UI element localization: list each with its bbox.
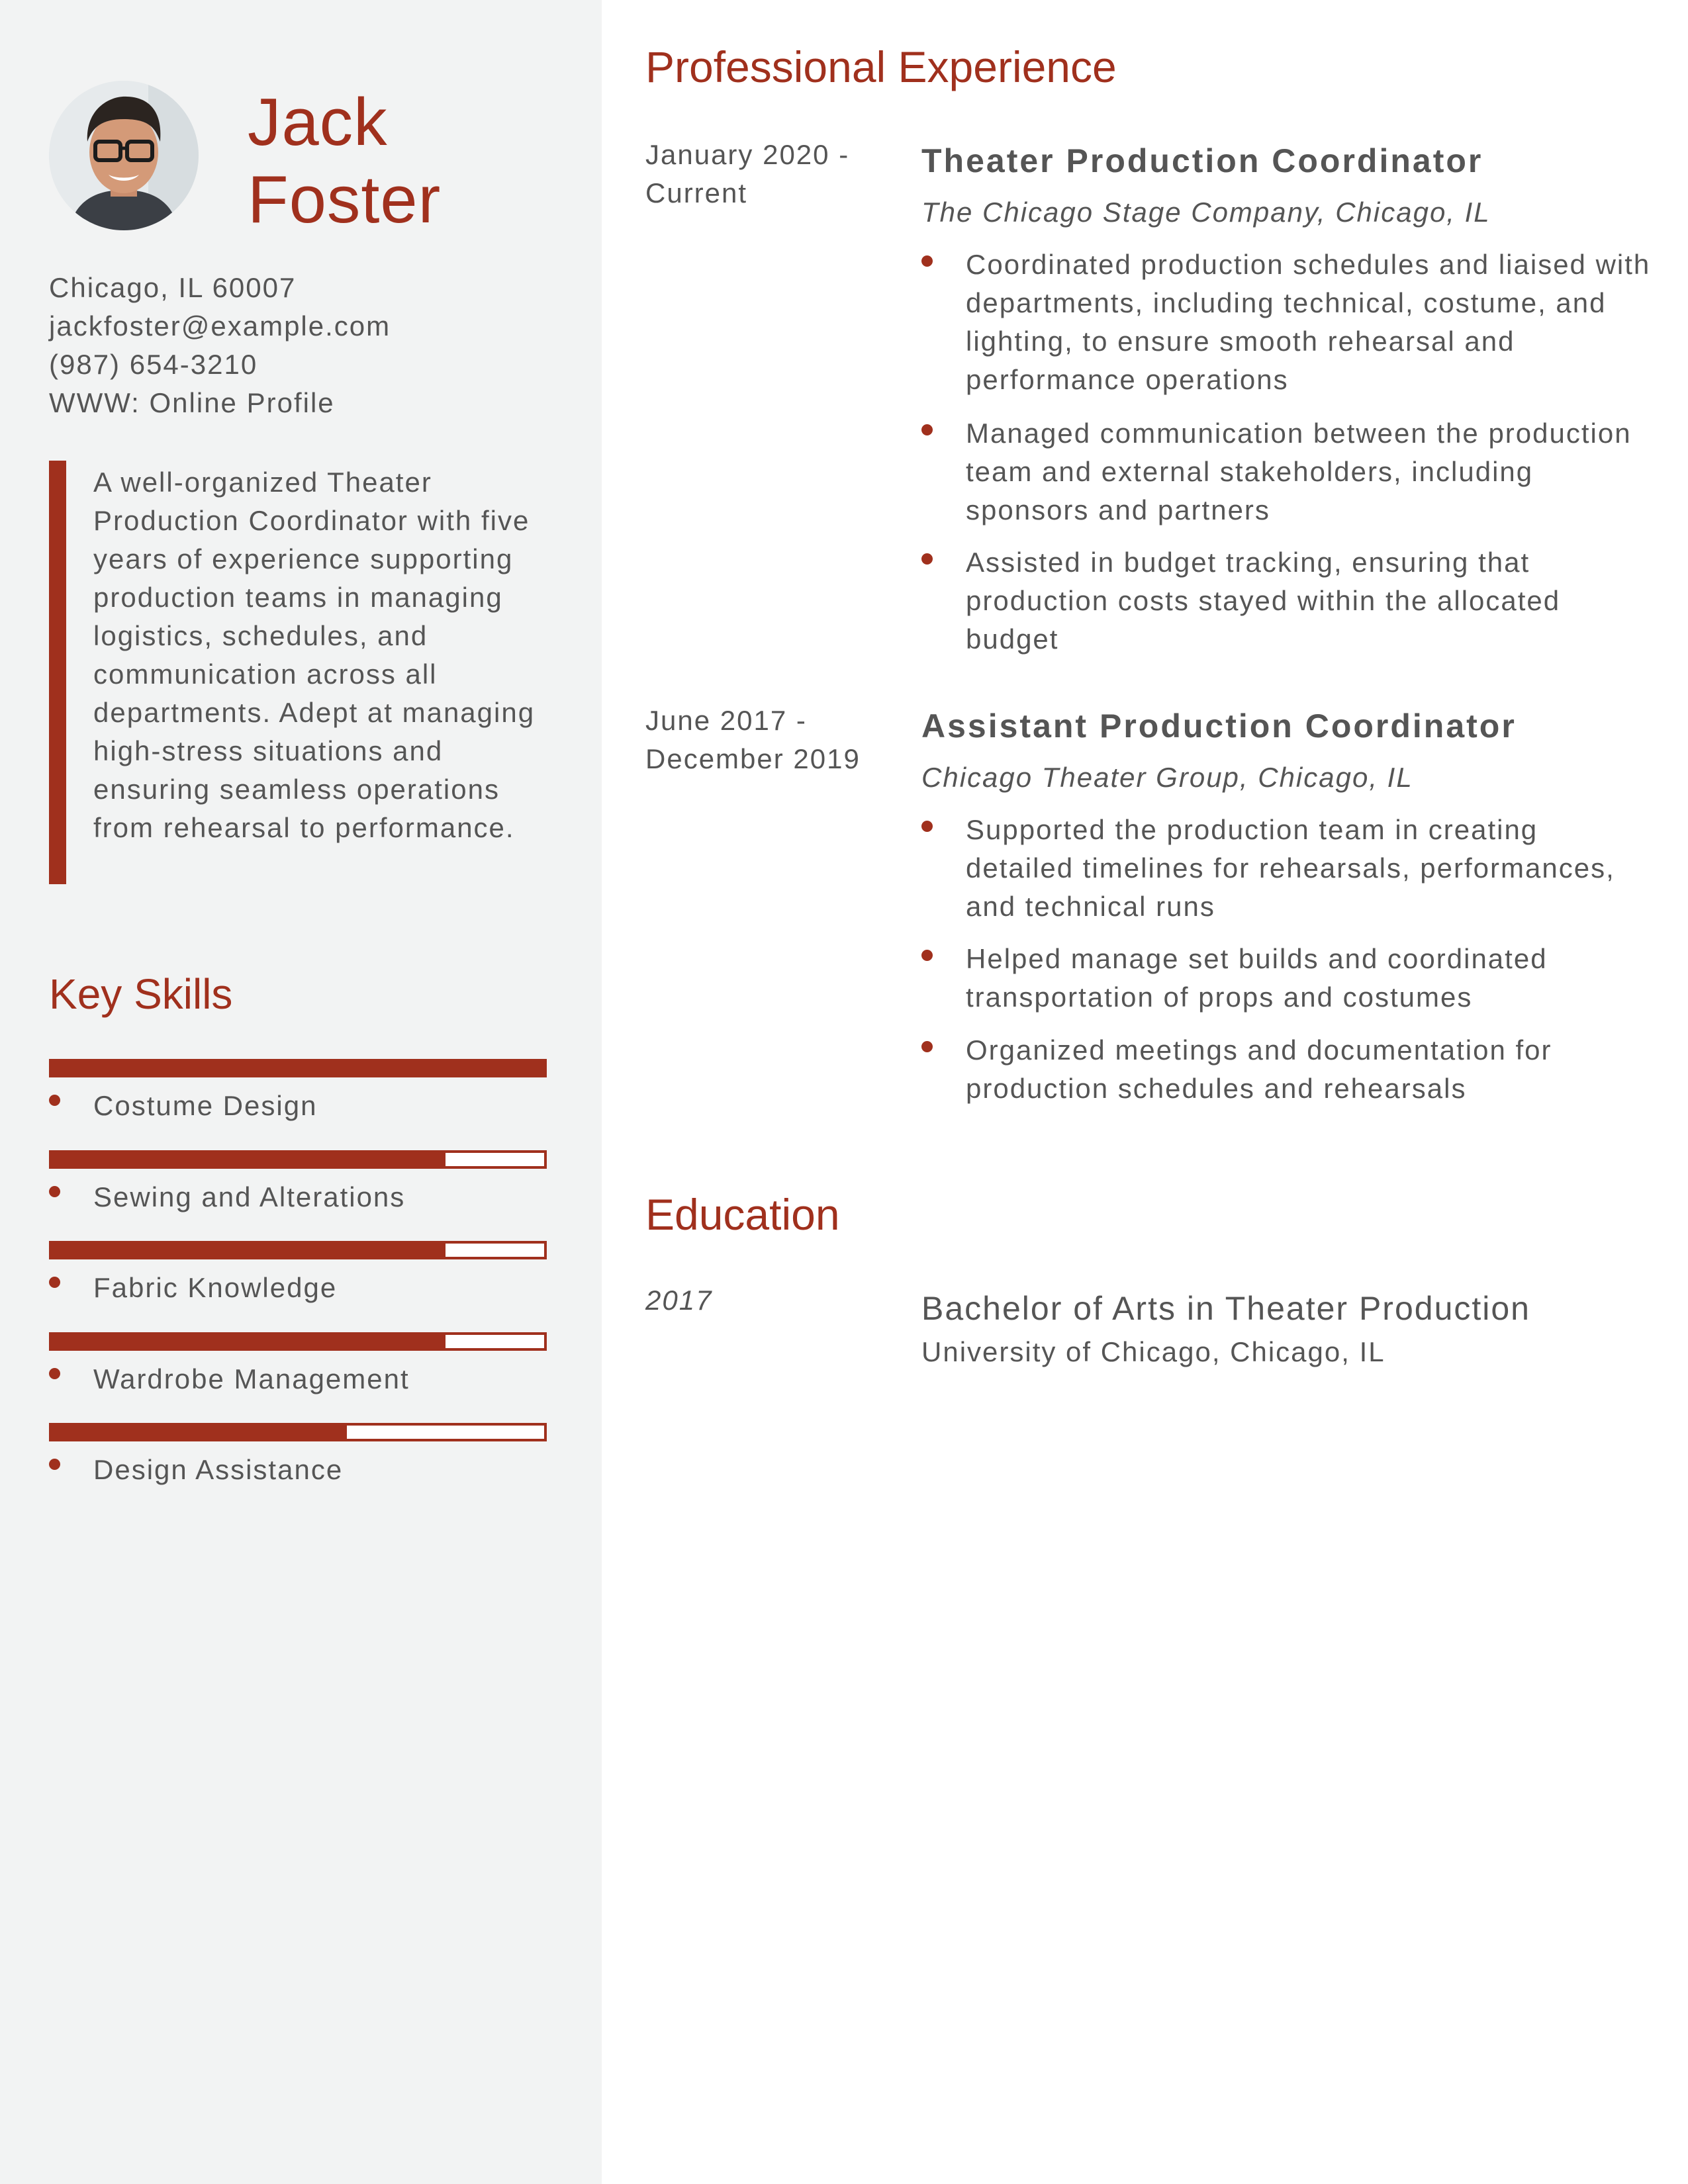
job-company: Chicago Theater Group, Chicago, IL: [921, 762, 1413, 793]
skill-level-bar: [49, 1241, 547, 1259]
job-dates: June 2017 - December 2019: [645, 705, 861, 774]
skill-label: Sewing and Alterations: [93, 1181, 406, 1212]
summary-accent-bar: [49, 461, 66, 884]
skill-label: Wardrobe Management: [93, 1363, 410, 1394]
education-degree: Bachelor of Arts in Theater Production: [921, 1290, 1530, 1327]
contact-email[interactable]: jackfoster@example.com: [49, 310, 391, 341]
bullet-icon: [921, 950, 933, 961]
skills-heading: Key Skills: [49, 970, 233, 1018]
bullet-icon: [49, 1186, 60, 1197]
summary-text: A well-organized Theater Production Coordinator with five years of experience supporting production teams in managing logistics, schedules, and communication across all departments. Adept at managing high-stress situations and ensuring seamless operations from rehearsal to performance.: [93, 467, 536, 843]
bullet-icon: [921, 821, 933, 832]
skill-label: Fabric Knowledge: [93, 1272, 338, 1303]
bullet-icon: [49, 1368, 60, 1379]
education-year: 2017: [645, 1285, 713, 1316]
education-school: University of Chicago, Chicago, IL: [921, 1336, 1385, 1367]
bullet-icon: [921, 1041, 933, 1052]
skill-level-fill: [52, 1244, 445, 1257]
skill-level-bar: [49, 1150, 547, 1169]
education-heading: Education: [645, 1190, 840, 1239]
job-bullet: Assisted in budget tracking, ensuring that production costs stayed within the allocated budget: [966, 547, 1561, 655]
job-title: Theater Production Coordinator: [921, 142, 1483, 179]
sidebar: [0, 0, 602, 2184]
job-bullet: Organized meetings and documentation for production schedules and rehearsals: [966, 1034, 1552, 1104]
contact-website[interactable]: WWW: Online Profile: [49, 387, 335, 418]
skill-label: Design Assistance: [93, 1454, 344, 1485]
skill-level-bar: [49, 1059, 547, 1077]
skill-level-fill: [52, 1426, 347, 1439]
job-bullet: Managed communication between the production team and external stakeholders, including sponsors and partners: [966, 418, 1632, 525]
experience-heading: Professional Experience: [645, 42, 1117, 91]
skill-level-fill: [52, 1153, 445, 1166]
profile-photo: [49, 81, 199, 230]
avatar-icon: [49, 81, 199, 230]
skill-label: Costume Design: [93, 1090, 318, 1121]
job-title: Assistant Production Coordinator: [921, 707, 1517, 745]
skill-level-bar: [49, 1332, 547, 1351]
first-name: Jack: [248, 85, 388, 159]
skill-level-fill: [52, 1062, 544, 1075]
job-bullet: Supported the production team in creating detailed timelines for rehearsals, performances, and technical runs: [966, 814, 1615, 922]
last-name: Foster: [248, 163, 442, 237]
bullet-icon: [49, 1277, 60, 1288]
skill-level-fill: [52, 1335, 445, 1348]
contact-location: Chicago, IL 60007: [49, 272, 297, 303]
bullet-icon: [49, 1095, 60, 1106]
bullet-icon: [49, 1459, 60, 1470]
job-bullet: Helped manage set builds and coordinated transportation of props and costumes: [966, 943, 1548, 1013]
job-dates: January 2020 - Current: [645, 139, 850, 208]
contact-info: [49, 269, 391, 422]
contact-phone[interactable]: (987) 654-3210: [49, 349, 258, 380]
skill-level-bar: [49, 1423, 547, 1441]
job-bullet: Coordinated production schedules and liaised with departments, including technical, costume, and lighting, to ensure smooth rehearsal and performance operations: [966, 249, 1651, 395]
bullet-icon: [921, 424, 933, 435]
job-company: The Chicago Stage Company, Chicago, IL: [921, 197, 1491, 228]
bullet-icon: [921, 255, 933, 267]
bullet-icon: [921, 553, 933, 565]
